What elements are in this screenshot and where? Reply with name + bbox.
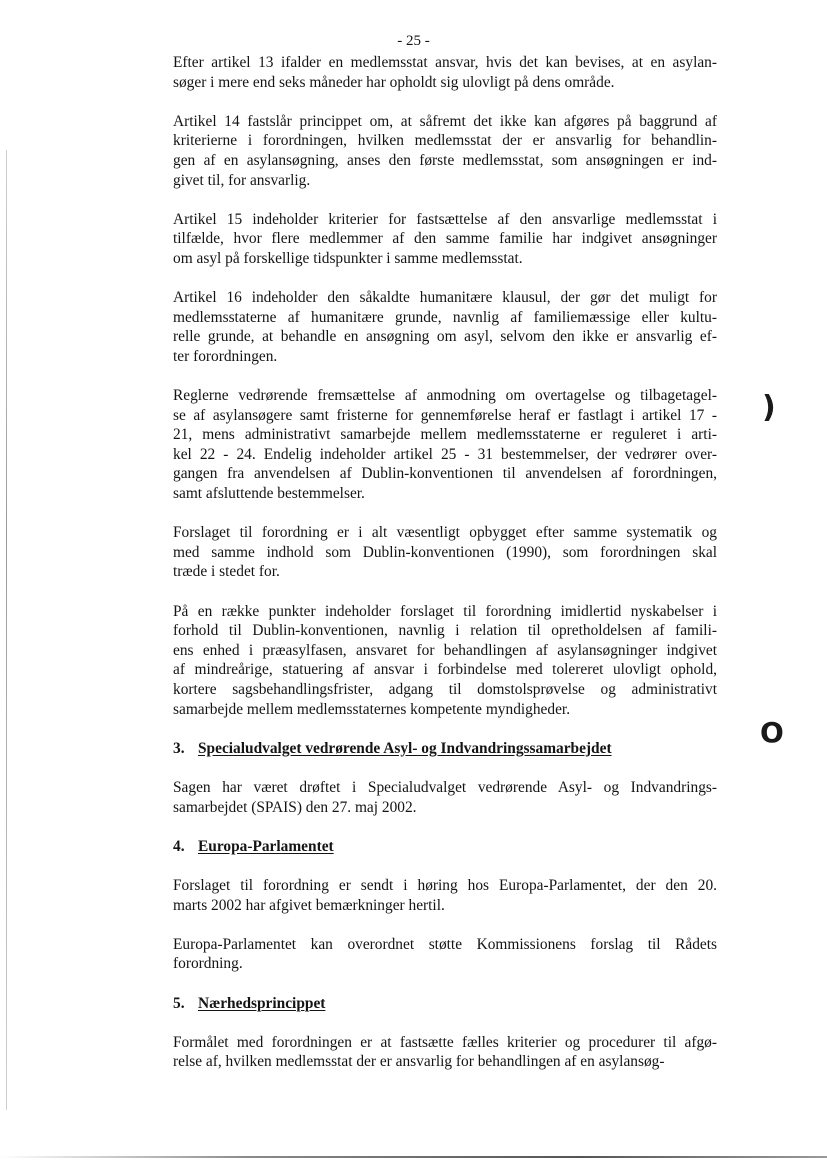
text-line: ens enhed i præasylfasen, ansvaret for behandlingen af asylansøgninger indgivet — [173, 641, 717, 659]
text-line: forhold til Dublin-konventionen, navnlig i relation til opretholdelsen af famili- — [173, 622, 717, 640]
text-line: relse af, hvilken medlemsstat der er ansvarlig for behandlingen af en asylansøg- — [173, 1053, 665, 1071]
paragraph — [173, 876, 717, 915]
scan-punch-mark-upper: ) — [762, 390, 776, 425]
section-4-paragraphs — [173, 876, 717, 974]
paragraph — [173, 210, 717, 269]
section-5-number: 5. — [173, 994, 185, 1012]
section-3-paragraphs — [173, 778, 717, 817]
text-line: medlemsstaterne af humanitære grunde, navnlig af familiemæssige eller kultu- — [173, 308, 717, 326]
section-3-title: Specialudvalget vedrørende Asyl- og Indvandringssamarbejdet — [198, 739, 612, 757]
paragraph — [173, 288, 717, 366]
paragraph — [173, 778, 717, 817]
paragraph — [173, 53, 717, 92]
text-line: samarbejdet (SPAIS) den 27. maj 2002. — [173, 798, 417, 816]
text-line: samarbejde mellem medlemsstaternes kompetente myndigheder. — [173, 700, 571, 718]
text-line: kriterierne i forordningen, hvilken medlemsstat der er ansvarlig for behandlin- — [173, 132, 717, 150]
text-line: se af asylansøgere samt fristerne for gennemførelse heraf er fastlagt i artikel 17 - — [173, 406, 717, 424]
text-line: relle grunde, at behandle en ansøgning om asyl, selvom den ikke er ansvarlig ef- — [173, 328, 717, 346]
text-line: givet til, for ansvarlig. — [173, 171, 311, 189]
section-5-paragraphs — [173, 1033, 717, 1072]
text-line: med samme indhold som Dublin-konventionen (1990), som forordningen skal — [173, 543, 717, 561]
text-line: søger i mere end seks måneder har opholdt sig ulovligt på dens område. — [173, 73, 615, 91]
text-line: af mindreårige, statuering af ansvar i forbindelse med tolereret ulovligt ophold, — [173, 661, 717, 679]
text-line: gen af en asylansøgning, anses den første medlemsstat, som ansøgningen er ind- — [173, 151, 717, 169]
scan-punch-mark-lower: O — [760, 716, 784, 749]
text-line: kel 22 - 24. Endelig indeholder artikel 25 - 31 bestemmelser, der vedrører over- — [173, 445, 717, 463]
text-line: Forslaget til forordning er sendt i høring hos Europa-Parlamentet, der den 20. — [173, 876, 717, 894]
paragraph — [173, 112, 717, 190]
text-line: forordning. — [173, 955, 243, 973]
text-line: 21, mens administrativt samarbejde mellem medlemsstaterne er reguleret i arti- — [173, 426, 717, 444]
paragraph — [173, 386, 717, 504]
text-line: træde i stedet for. — [173, 563, 280, 581]
scan-bottom-edge-line — [0, 1156, 827, 1158]
text-line: Artikel 16 indeholder den såkaldte humanitære klausul, der gør det muligt for — [173, 289, 717, 307]
text-line: Artikel 14 fastslår princippet om, at såfremt det ikke kan afgøres på baggrund af — [173, 112, 717, 130]
section-4-heading — [173, 837, 717, 857]
text-line: Artikel 15 indeholder kriterier for fastsættelse af den ansvarlige medlemsstat i — [173, 210, 717, 228]
text-line: Efter artikel 13 ifalder en medlemsstat ansvar, hvis det kan bevises, at en asylan- — [173, 54, 717, 71]
section-5-heading — [173, 994, 717, 1014]
paragraph — [173, 935, 717, 974]
document-body — [173, 53, 717, 1091]
section-4-number: 4. — [173, 837, 185, 855]
paragraph — [173, 1033, 717, 1072]
paragraph — [173, 602, 717, 720]
text-line: Reglerne vedrørende fremsættelse af anmodning om overtagelse og tilbagetagel- — [173, 387, 717, 405]
text-line: Sagen har været drøftet i Specialudvalget vedrørende Asyl- og Indvandrings- — [173, 778, 717, 796]
section-3-number: 3. — [173, 739, 185, 757]
text-line: kortere sagsbehandlingsfrister, adgang til domstolsprøvelse og administrativt — [173, 681, 717, 698]
text-line: tilfælde, hvor flere medlemmer af den samme familie har indgivet ansøgninger — [173, 230, 717, 248]
section-5-title: Nærhedsprincippet — [198, 994, 326, 1012]
text-line: ter forordningen. — [173, 347, 278, 365]
text-line: Europa-Parlamentet kan overordnet støtte Kommissionens forslag til Rådets — [173, 935, 717, 953]
text-line: marts 2002 har afgivet bemærkninger hertil. — [173, 896, 445, 914]
text-line: På en række punkter indeholder forslaget til forordning imidlertid nyskabelser i — [173, 602, 717, 620]
paragraph — [173, 523, 717, 582]
scan-left-edge-line — [6, 150, 7, 1110]
text-line: om asyl på forskellige tidspunkter i samme medlemsstat. — [173, 249, 523, 267]
text-line: samt afsluttende bestemmelser. — [173, 485, 365, 503]
text-line: gangen fra anvendelsen af Dublin-konventionen til anvendelsen af forordningen, — [173, 465, 717, 483]
text-line: Formålet med forordningen er at fastsætte fælles kriterier og procedurer til afgø- — [173, 1033, 717, 1051]
section-3-heading — [173, 739, 717, 759]
section-4-title: Europa-Parlamentet — [198, 837, 334, 855]
page-number: - 25 - — [397, 33, 430, 49]
text-line: Forslaget til forordning er i alt væsentligt opbygget efter samme systematik og — [173, 524, 717, 542]
intro-paragraphs — [173, 53, 717, 719]
